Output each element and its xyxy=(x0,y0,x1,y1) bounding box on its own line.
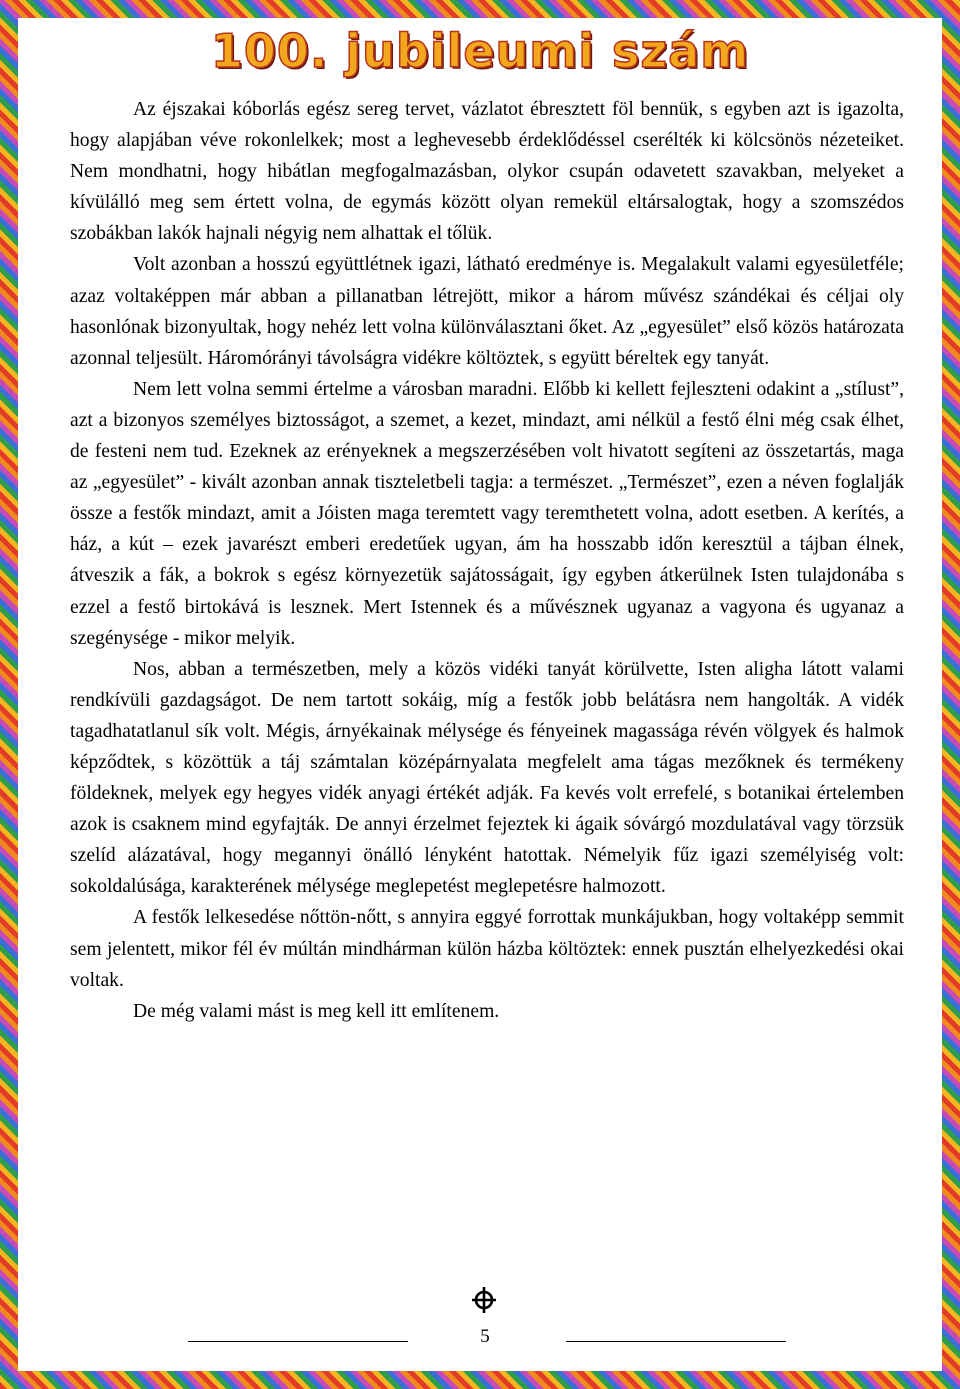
paragraph: Nos, abban a természetben, mely a közös vidéki tanyát körülvette, Isten aligha látott valami rendkívüli gazdagságot. De nem tartott sokáig, míg a festők jobb belátásra nem hangolták. A vidék tagadhatatlanul sík volt. Mégis, árnyékainak mélysége és fényeinek magassága révén völgyek és halmok képződtek, s közöttük a táj számtalan középárnyalata megfelelt ama tágas mezőknek és termékeny földeknek, melyek egy hegyes vidék anyagi értékét adják. Fa kevés volt errefelé, s botanikai értelemben azok is csaknem mind egyfajták. De annyi érzelmet fejeztek ki ágaik sóvárgó mozdulatával vagy törzsük szelíd alázatával, hogy megannyi önálló lényként hatottak. Némelyik fűz igazi személyiség volt: sokoldalúsága, karakterének mélysége meglepetést meglepetésre halmozott. xyxy=(70,658,904,898)
footer-rule-right xyxy=(566,1341,786,1342)
paragraph: A festők lelkesedése nőttön-nőtt, s annyira eggyé forrottak munkájukban, hogy voltaképp semmit sem jelentett, mikor fél év múltán mindhárman külön házba költöztek: ennek pusztán elhelyezkedési okai voltak. xyxy=(70,907,904,991)
paragraph: Az éjszakai kóborlás egész sereg tervet, vázlatot ébresztett föl bennük, s egyben azt is igazolta, hogy alapjában véve rokonlelkek; most a leghevesebb érdeklődéssel cserélték ki kölcsönös nézeteiket. Nem mondhatni, hogy hibátlan megfogalmazásban, olykor csupán odavetett szavakban, melyeket a kívülálló meg sem értett volna, de egymás között olyan remekül eltársalogtak, hogy a szomszédos szobákban lakók hajnali négyig nem alhattak el tőlük. xyxy=(70,99,904,245)
paragraph: De még valami mást is meg kell itt említenem. xyxy=(133,1000,500,1022)
paragraph: Nem lett volna semmi értelme a városban maradni. Előbb ki kellett fejleszteni odakint a „stílust”, azt a bizonyos személyes biztosságot, a szemet, a kezet, mindazt, ami nélkül a festő élni még csak élhet, de festeni nem tud. Ezeknek az erényeknek a megszerzésében volt hivatott segíteni az összetartás, maga az „egyesület” - kivált azonban annak tiszteletbeli tagja: a természet. „Természet”, ezen a néven foglalják össze a festők mindazt, amit a Jóisten maga teremtett vagy teremthetett volna, adott esetben. A kerítés, a ház, a kút – ezek javarészt emberi eredetűek ugyan, ám ha hosszabb időn keresztül a tájban élnek, átveszik a fák, a bokrok s egész környezetük sajátosságait, így egyben átkerülnek Isten tulajdonába s ezzel a festő birtokává is lesznek. Mert Istennek és a művésznek ugyanaz a vagyona és ugyanaz a szegénysége - mikor melyik. xyxy=(70,378,904,649)
paragraph: Volt azonban a hosszú együttlétnek igazi, látható eredménye is. Megalakult valami egyesületféle; azaz voltaképpen már abban a pillanatban létrejött, mikor a három művész szándékai és céljai oly hasonlónak bizonyultak, hogy nehéz lett volna különválasztani őket. Az „egyesület” első közös határozata azonnal teljesült. Háromórányi távolságra vidékre költöztek, s együtt béreltek egy tanyát. xyxy=(70,254,904,369)
cross-in-circle-icon xyxy=(470,1286,498,1314)
page-header-title: 100. jubileumi szám xyxy=(210,24,750,78)
page-number: 5 xyxy=(480,1326,490,1347)
footer-rule-left xyxy=(188,1341,408,1342)
article-body xyxy=(70,94,904,1027)
